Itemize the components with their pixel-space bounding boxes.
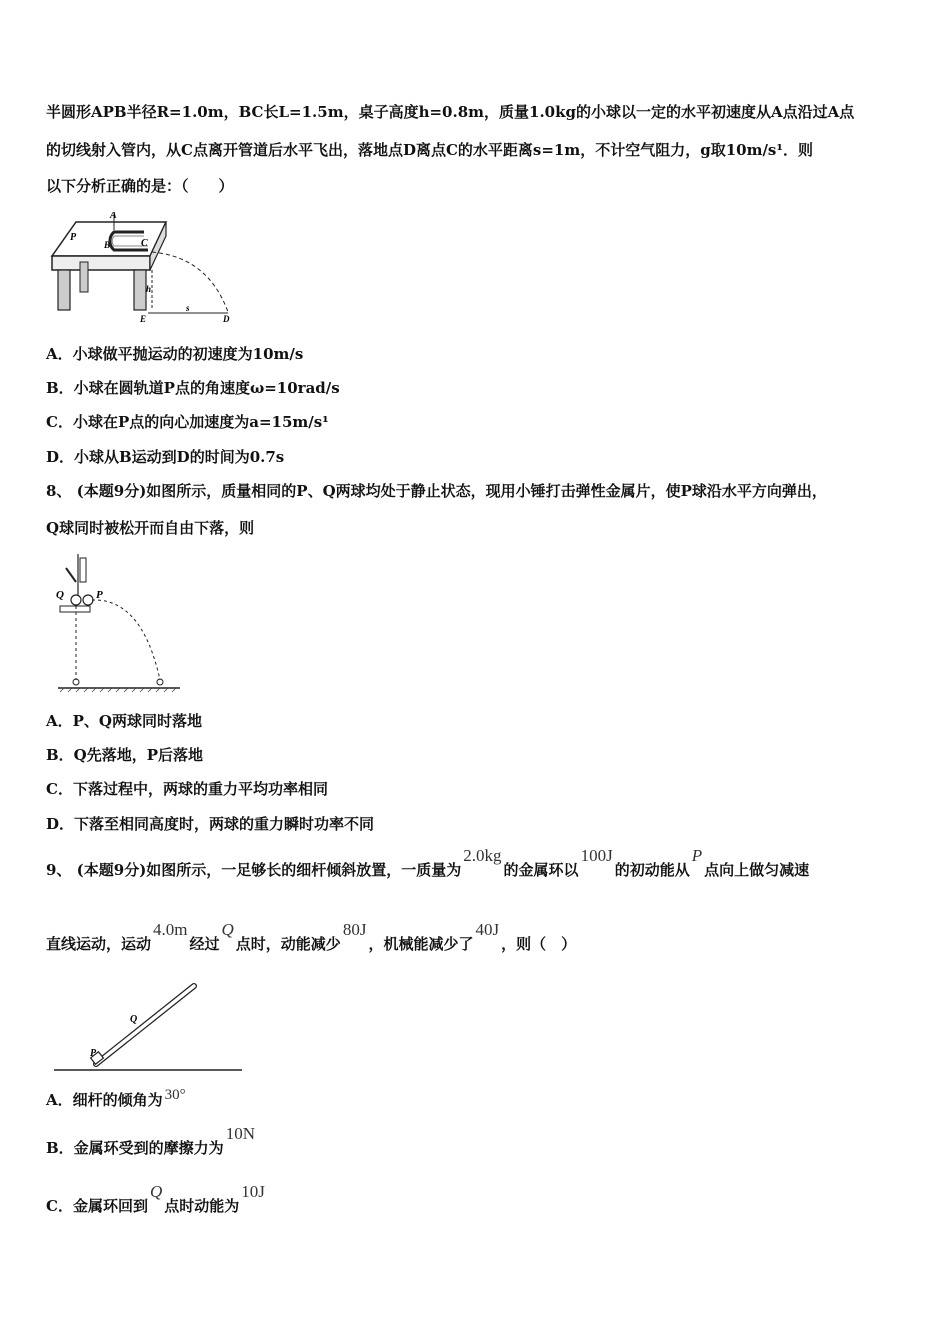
- q9-l2-text-d: ，机械能减少了: [368, 935, 474, 953]
- q8-label-q: Q: [56, 589, 64, 601]
- q7-stem-line2: 的切线射入管内，从C点离开管道后水平飞出，落地点D离点C的水平距离s=1m，不计空气阻力，g取10m/s¹．则: [46, 141, 813, 159]
- q8-option-d: D．下落至相同高度时，两球的重力瞬时功率不同: [46, 815, 375, 833]
- q7-label-p: P: [70, 232, 77, 243]
- q7-option-c: C．小球在P点的向心加速度为a=15m/s¹: [46, 413, 329, 431]
- q9-distance: 4.0m: [153, 920, 188, 939]
- q9-option-b: [46, 1124, 257, 1158]
- q9-mass: 2.0kg: [463, 846, 502, 865]
- q7-stem-line1: 半圆形APB半径R=1.0m，BC长L=1.5m，桌子高度h=0.8m，质量1.0kg的小球以一定的水平初速度从A点沿过A点: [46, 103, 855, 121]
- q9-stem-line2: [46, 920, 577, 954]
- q9-option-a-angle: 30°: [164, 1087, 186, 1103]
- q8-option-a: A．P、Q两球同时落地: [46, 712, 202, 730]
- q7-table-figure: [48, 212, 248, 327]
- q9-option-c-energy: 10J: [241, 1182, 265, 1201]
- q9-option-c-point: Q: [149, 1182, 163, 1201]
- q9-l2-text-e: ，则（ ）: [501, 935, 577, 953]
- q7-option-b: B．小球在圆轨道P点的角速度ω=10rad/s: [46, 379, 340, 397]
- q9-label-p: P: [90, 1048, 97, 1059]
- q9-l2-text-b: 经过: [189, 935, 220, 953]
- q9-l2-text-a: 直线运动，运动: [46, 935, 152, 953]
- q7-stem-line3: 以下分析正确的是：（ ）: [46, 177, 234, 195]
- q9-rod-figure: [54, 980, 246, 1074]
- q7-label-b: B: [104, 240, 111, 250]
- q9-initial-ke: 100J: [580, 846, 613, 865]
- q9-l1-text-c: 的初动能从: [614, 861, 690, 879]
- q8-stem-line2: Q球同时被松开而自由下落，则: [46, 519, 255, 537]
- q7-label-d: D: [223, 314, 230, 324]
- q9-label-q: Q: [130, 1014, 138, 1025]
- q7-label-c: C: [141, 238, 148, 249]
- q9-point-q: Q: [221, 920, 234, 939]
- q9-l1-text-b: 的金属环以: [503, 861, 579, 879]
- q7-label-s: s: [186, 303, 190, 313]
- q9-option-b-text: B．金属环受到的摩擦力为: [46, 1139, 224, 1157]
- q9-option-a: [46, 1087, 188, 1111]
- q8-option-c: C．下落过程中，两球的重力平均功率相同: [46, 780, 328, 798]
- q7-label-a: A: [110, 212, 117, 221]
- q9-option-c-text-a: C．金属环回到: [46, 1197, 148, 1215]
- q9-option-c: [46, 1182, 267, 1216]
- q8-stem-line1: 8、 (本题9分)如图所示，质量相同的P、Q两球均处于静止状态，现用小锤打击弹性金属片，使P球沿水平方向弹出，: [46, 482, 827, 500]
- q7-label-e: E: [140, 314, 147, 324]
- q9-me-loss: 40J: [475, 920, 500, 939]
- q9-l2-text-c: 点时，动能减少: [235, 935, 341, 953]
- q9-point-p: P: [691, 846, 703, 865]
- q7-option-a: A．小球做平抛运动的初速度为10m/s: [46, 345, 304, 363]
- q9-l1-text-d: 点向上做匀减速: [704, 861, 810, 879]
- q9-ke-loss: 80J: [342, 920, 367, 939]
- q7-option-d: D．小球从B运动到D的时间为0.7s: [46, 448, 285, 466]
- q7-label-h: h: [146, 284, 152, 294]
- q9-l1-text-a: 9、 (本题9分)如图所示，一足够长的细杆倾斜放置，一质量为: [46, 861, 462, 879]
- q8-drop-figure: [52, 548, 184, 694]
- q8-option-b: B．Q先落地，P后落地: [46, 746, 204, 764]
- q9-option-c-text-b: 点时动能为: [164, 1197, 240, 1215]
- q9-option-a-text: A．细杆的倾角为: [46, 1091, 163, 1109]
- q9-stem-line1: [46, 846, 810, 880]
- q9-option-b-force: 10N: [225, 1124, 255, 1143]
- q8-label-p: P: [96, 589, 103, 601]
